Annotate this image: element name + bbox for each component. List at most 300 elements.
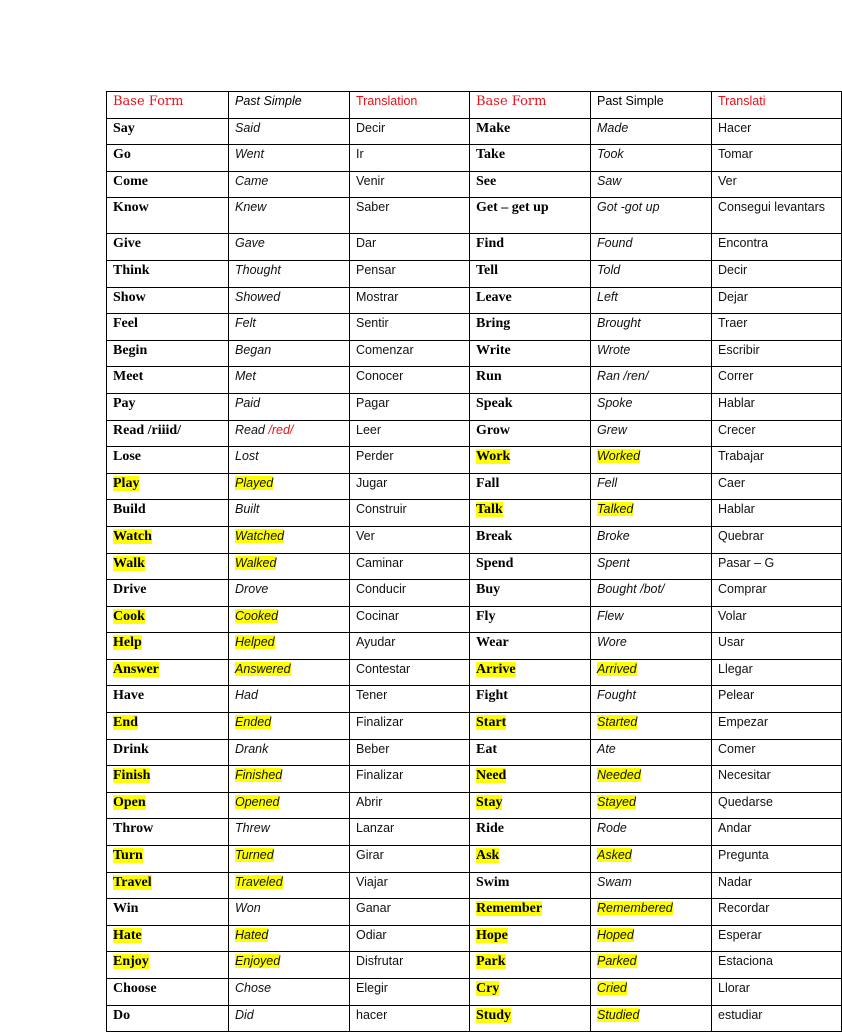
base-form-cell [470,925,591,952]
past-simple-cell-text: Turned [235,848,274,863]
base-form-cell [107,287,229,314]
base-form-cell-text: Swim [476,874,510,890]
translation-cell [712,420,842,447]
past-simple-cell [229,171,350,198]
translation-cell-text: Empezar [718,715,769,730]
base-form-cell-text: Come [113,173,148,189]
table-row [107,447,842,474]
past-simple-cell-text: Began [235,342,272,357]
base-form-cell [107,234,229,261]
base-form-cell [470,420,591,447]
past-simple-cell-text: Got -got up [597,200,660,215]
past-simple-cell-text: Hated [235,927,269,942]
past-simple-cell [229,899,350,926]
header-base-form-right: Base Form [470,92,591,119]
base-form-cell-text: Write [476,342,511,358]
past-simple-cell [229,234,350,261]
past-simple-cell-text: Chose [235,981,272,995]
base-form-cell-text: Build [113,502,146,518]
translation-cell-text: Ver [718,173,737,188]
table-row [107,952,842,979]
translation-cell-text: Ver [356,528,375,543]
translation-cell [712,340,842,367]
translation-cell-text: Caer [718,475,746,490]
past-simple-cell-text: Stayed [597,794,636,809]
translation-cell-text: Trabajar [718,449,765,464]
translation-cell [712,260,842,287]
base-form-cell [470,260,591,287]
translation-cell [350,260,470,287]
past-simple-cell [229,766,350,793]
base-form-cell [107,606,229,633]
translation-cell [350,792,470,819]
base-form-cell-text: Answer [113,661,159,677]
past-simple-cell [229,118,350,145]
table-row [107,846,842,873]
base-form-cell-text: Go [113,147,131,163]
base-form-cell-text: Feel [113,316,138,332]
translation-cell [712,872,842,899]
past-simple-cell-text: Thought [235,262,281,277]
base-form-cell-text: Start [476,715,507,731]
past-simple-cell [229,314,350,341]
table-row [107,340,842,367]
past-simple-cell [229,952,350,979]
base-form-cell-text: Hate [113,927,142,943]
translation-cell-text: Conducir [356,582,407,597]
translation-cell [350,979,470,1006]
translation-cell-text: Consegui levantars [718,200,826,215]
base-form-cell [470,340,591,367]
base-form-cell [107,500,229,527]
translation-cell [712,686,842,713]
translation-cell-text: Pelear [718,688,755,703]
translation-cell [712,393,842,420]
base-form-cell-text: End [113,715,138,731]
past-simple-cell [591,314,712,341]
translation-cell-text: Venir [356,173,385,188]
base-form-cell-text: Break [476,528,513,544]
translation-cell [712,287,842,314]
table-row [107,633,842,660]
translation-cell-text: Quebrar [718,528,764,543]
past-simple-cell [229,633,350,660]
base-form-cell-text: Drive [113,582,147,598]
translation-cell [350,1005,470,1032]
base-form-cell [470,447,591,474]
base-form-cell [107,420,229,447]
past-simple-cell-text: Ate [597,741,616,756]
past-simple-cell [229,393,350,420]
past-simple-cell-text: Hoped [597,927,634,942]
past-simple-cell [229,819,350,846]
translation-cell-text: Abrir [356,794,383,809]
past-simple-cell [591,198,712,234]
base-form-cell-text: Help [113,635,142,651]
base-form-cell-text: Fall [476,475,500,491]
translation-cell [350,393,470,420]
translation-cell [350,925,470,952]
base-form-cell [107,819,229,846]
translation-cell-text: Decir [718,262,748,277]
past-simple-cell [591,1005,712,1032]
translation-cell [712,952,842,979]
base-form-cell [470,659,591,686]
translation-cell-text: Ir [356,147,364,162]
base-form-cell [107,766,229,793]
base-form-cell [107,1005,229,1032]
base-form-cell [470,1005,591,1032]
past-simple-cell-text: Flew [597,608,624,623]
translation-cell-text: Necesitar [718,768,771,783]
base-form-cell [470,979,591,1006]
base-form-cell-text: Spend [476,555,514,571]
base-form-cell-text: Study [476,1007,512,1023]
base-form-cell [107,872,229,899]
base-form-cell-text: Show [113,289,146,305]
translation-cell-text: Traer [718,316,748,331]
translation-cell-text: Construir [356,502,407,517]
past-simple-cell [591,846,712,873]
base-form-cell-text: Give [113,236,141,252]
past-simple-cell [591,287,712,314]
translation-cell-text: Recordar [718,901,770,916]
base-form-cell [107,739,229,766]
past-simple-cell [229,1005,350,1032]
translation-cell [712,819,842,846]
past-simple-cell-text: Drove [235,582,269,597]
table-row [107,553,842,580]
header-past-simple-right: Past Simple [591,92,712,119]
base-form-cell [470,367,591,394]
base-form-cell [107,713,229,740]
past-simple-cell-text: Saw [597,173,622,188]
past-simple-cell-text: Showed [235,289,281,304]
base-form-cell [470,145,591,172]
translation-cell-text: Cocinar [356,608,400,623]
base-form-cell [470,171,591,198]
past-simple-cell-text: Ended [235,715,272,730]
past-simple-cell-text: Spent [597,555,630,570]
translation-cell [712,1005,842,1032]
translation-cell [712,314,842,341]
translation-cell [350,447,470,474]
table-row [107,899,842,926]
translation-cell [712,447,842,474]
table-row [107,500,842,527]
translation-cell [350,846,470,873]
base-form-cell-text: Walk [113,555,145,571]
translation-cell-text: Dar [356,236,377,251]
translation-cell-text: estudiar [718,1007,763,1022]
translation-cell-text: Lanzar [356,821,395,836]
translation-cell-text: Elegir [356,981,388,995]
past-simple-cell [591,952,712,979]
header-row [107,92,842,119]
translation-cell-text: Caminar [356,555,404,570]
base-form-cell-text: Speak [476,395,513,411]
base-form-cell-text: Ride [476,821,504,837]
past-simple-cell [229,979,350,1006]
past-simple-cell-text: Talked [597,502,634,517]
past-simple-cell-text: Parked [597,954,637,969]
past-simple-cell [591,633,712,660]
base-form-cell-text: Pay [113,395,136,411]
translation-cell-text: Encontra [718,236,769,251]
base-form-cell [107,979,229,1006]
past-simple-cell-text: Wore [597,635,627,650]
translation-cell-text: Comer [718,741,756,756]
past-simple-cell-text: Spoke [597,395,633,410]
table-row [107,234,842,261]
base-form-cell-text: Begin [113,342,148,358]
past-simple-cell-text: Remembered [597,901,673,916]
past-simple-cell-text: Met [235,369,256,384]
past-simple-cell-text: Brought [597,316,641,331]
base-form-cell [470,952,591,979]
base-form-cell-text: Need [476,768,507,784]
past-simple-cell [229,198,350,234]
past-simple-cell-text: Knew [235,200,267,215]
past-simple-cell-text: Asked [597,848,632,863]
translation-cell-text: Hablar [718,395,755,410]
translation-cell [350,340,470,367]
translation-cell [350,500,470,527]
base-form-cell-text: Wear [476,635,509,651]
past-simple-cell [591,553,712,580]
base-form-cell-text: Work [476,449,511,465]
past-simple-cell [591,145,712,172]
past-simple-cell [591,447,712,474]
base-form-cell [107,314,229,341]
past-simple-cell [591,260,712,287]
table-row [107,367,842,394]
base-form-cell [470,846,591,873]
translation-cell-text: Comprar [718,582,767,597]
past-simple-cell-text: Won [235,901,261,916]
translation-cell-text: Ayudar [356,635,396,650]
base-form-cell-text: Throw [113,821,154,837]
base-form-cell-text: Fight [476,688,508,704]
base-form-cell-text: Stay [476,794,503,810]
past-simple-cell [591,872,712,899]
base-form-cell-text: Park [476,954,506,970]
past-simple-cell-text: Fell [597,475,618,490]
base-form-cell-text: Make [476,120,511,136]
translation-cell-text: Andar [718,821,752,836]
base-form-cell-text: Watch [113,528,152,544]
past-simple-cell-text: Needed [597,768,641,783]
translation-cell [350,553,470,580]
past-simple-cell [591,925,712,952]
table-row [107,145,842,172]
past-simple-cell-text: Swam [597,874,632,889]
base-form-cell [107,792,229,819]
translation-cell-text: Decir [356,120,386,135]
past-simple-cell [591,899,712,926]
base-form-cell [107,553,229,580]
past-simple-cell-text: Grew [597,422,627,437]
translation-cell-text: Llegar [718,661,753,676]
translation-cell [712,118,842,145]
past-simple-cell [591,500,712,527]
past-simple-cell [229,260,350,287]
translation-cell-text: Pensar [356,262,396,277]
table-row [107,473,842,500]
past-simple-cell-text: Left [597,289,618,304]
base-form-cell [470,526,591,553]
past-simple-cell-text: Studied [597,1007,640,1022]
past-simple-cell-text: Took [597,147,624,162]
translation-cell-text: Girar [356,848,384,863]
table-row [107,118,842,145]
translation-cell-text: Quedarse [718,794,773,809]
past-simple-cell [229,367,350,394]
base-form-cell-text: Say [113,120,135,136]
past-simple-cell [591,420,712,447]
table-row [107,739,842,766]
base-form-cell [470,819,591,846]
table-row [107,792,842,819]
translation-cell [350,420,470,447]
base-form-cell [107,171,229,198]
translation-cell [712,766,842,793]
past-simple-cell-text: Arrived [597,661,637,676]
translation-cell [712,500,842,527]
past-simple-cell [591,713,712,740]
table-row [107,314,842,341]
base-form-cell-text: Eat [476,741,497,757]
past-simple-cell-text: Drank [235,741,269,756]
past-simple-cell [229,739,350,766]
past-simple-cell-text: Ran /ren/ [597,369,649,384]
past-simple-cell-text: Felt [235,316,256,331]
translation-cell-text: Tener [356,688,388,703]
translation-cell [350,314,470,341]
base-form-cell [107,526,229,553]
base-form-cell [470,766,591,793]
base-form-cell [107,393,229,420]
base-form-cell-text: Remember [476,901,543,917]
past-simple-cell [591,367,712,394]
table-row [107,171,842,198]
past-simple-cell-text: Built [235,502,260,517]
past-simple-cell-text: Made [597,120,629,135]
header-base-form-left: Base Form [107,92,229,119]
past-simple-cell-text: Rode [597,821,627,836]
base-form-cell [107,118,229,145]
base-form-cell [107,447,229,474]
table-row [107,526,842,553]
base-form-cell [470,234,591,261]
translation-cell-text: Usar [718,635,745,650]
base-form-cell [107,580,229,607]
translation-cell-text: Saber [356,200,390,215]
base-form-cell-text: Arrive [476,661,516,677]
base-form-cell [470,739,591,766]
past-simple-cell [229,287,350,314]
past-simple-cell [591,340,712,367]
base-form-cell-text: Meet [113,369,144,385]
past-simple-cell [229,526,350,553]
base-form-cell [470,872,591,899]
translation-cell [712,925,842,952]
past-simple-cell [591,118,712,145]
past-simple-cell [591,739,712,766]
past-simple-cell [591,580,712,607]
translation-cell [712,198,842,234]
translation-cell [350,633,470,660]
table-row [107,979,842,1006]
past-simple-cell-text: Worked [597,449,641,464]
base-form-cell-text: Enjoy [113,954,149,970]
past-simple-cell [591,979,712,1006]
past-simple-cell-text: Enjoyed [235,954,281,969]
past-simple-cell-text: Wrote [597,342,631,357]
past-simple-cell [591,473,712,500]
table-row [107,872,842,899]
past-simple-cell [591,792,712,819]
table-row [107,260,842,287]
past-simple-cell-text: Found [597,236,633,251]
translation-cell-text: Disfrutar [356,954,404,969]
translation-cell [350,899,470,926]
translation-cell-text: Conocer [356,369,404,384]
base-form-cell [107,198,229,234]
translation-cell [712,633,842,660]
translation-cell [350,580,470,607]
base-form-cell-text: Grow [476,422,510,438]
past-simple-cell [229,846,350,873]
translation-cell [712,606,842,633]
base-form-cell-text: Buy [476,582,501,598]
base-form-cell-text: Do [113,1007,131,1023]
translation-cell [712,367,842,394]
past-simple-cell [591,686,712,713]
base-form-cell [107,367,229,394]
past-simple-cell-text: Read [235,422,265,437]
past-simple-cell [229,473,350,500]
past-simple-cell-text: Cried [597,981,627,995]
table-row [107,1005,842,1032]
base-form-cell [107,473,229,500]
past-simple-cell-text: Walked [235,555,277,570]
base-form-cell [470,473,591,500]
translation-cell [350,713,470,740]
header-translation-left: Translation [350,92,470,119]
past-simple-cell-text: Started [597,715,638,730]
translation-cell [712,899,842,926]
translation-cell [350,118,470,145]
base-form-cell [107,633,229,660]
translation-cell-text: Finalizar [356,715,404,730]
past-simple-cell-text: Answered [235,661,291,676]
past-simple-cell-text: Did [235,1007,254,1022]
translation-cell [350,145,470,172]
translation-cell [712,792,842,819]
table-row [107,713,842,740]
past-simple-cell-text: Came [235,173,269,188]
past-simple-cell [591,234,712,261]
translation-cell-text: Leer [356,422,382,437]
base-form-cell [470,287,591,314]
table-row [107,686,842,713]
base-form-cell-text: Drink [113,741,149,757]
translation-cell-text: Odiar [356,927,387,942]
past-simple-cell [591,171,712,198]
base-form-cell [470,314,591,341]
past-simple-cell [591,606,712,633]
